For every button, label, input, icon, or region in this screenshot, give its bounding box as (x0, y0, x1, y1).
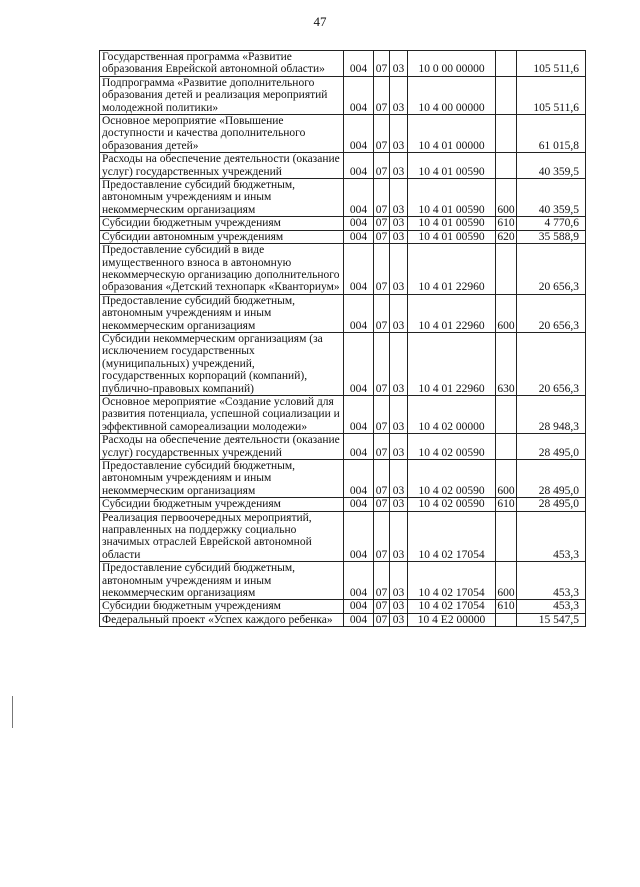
expense-type-code (496, 51, 517, 77)
row-name: Субсидии бюджетным учреждениям (100, 498, 344, 511)
section-code: 07 (374, 153, 390, 179)
row-amount: 20 656,3 (517, 332, 586, 395)
ministry-code: 004 (344, 217, 374, 230)
row-amount: 28 495,0 (517, 498, 586, 511)
section-code: 07 (374, 76, 390, 114)
expense-type-code: 600 (496, 294, 517, 332)
row-amount: 453,3 (517, 600, 586, 613)
expense-type-code: 630 (496, 332, 517, 395)
table-row (100, 244, 586, 295)
table-row (100, 600, 586, 613)
program-code: 10 4 E2 00000 (408, 613, 496, 626)
table-row (100, 294, 586, 332)
row-amount: 40 359,5 (517, 153, 586, 179)
ministry-code: 004 (344, 613, 374, 626)
section-code: 07 (374, 244, 390, 295)
expense-type-code: 610 (497, 600, 515, 613)
table-row (100, 217, 586, 230)
program-code: 10 4 02 00590 (408, 460, 496, 498)
subsection-code: 03 (390, 230, 408, 243)
program-code: 10 4 01 00590 (408, 179, 496, 217)
section-code: 07 (374, 179, 390, 217)
table-row (100, 179, 586, 217)
expense-type-code (496, 153, 517, 179)
expense-type-code: 600 (496, 460, 517, 498)
program-code: 10 4 01 22960 (408, 294, 496, 332)
row-name: Федеральный проект «Успех каждого ребенка» (100, 613, 344, 626)
ministry-code: 004 (344, 153, 374, 179)
ministry-code: 004 (344, 600, 374, 613)
expense-type-code: 620 (497, 230, 515, 243)
row-name: Предоставление субсидий бюджетным, автономным учреждениям и иным некоммерческим организациям (100, 294, 344, 332)
ministry-code: 004 (344, 115, 374, 153)
ministry-code: 004 (344, 51, 374, 77)
row-amount: 40 359,5 (517, 179, 586, 217)
subsection-code: 03 (390, 600, 408, 613)
subsection-code: 03 (390, 562, 408, 600)
subsection-code: 03 (390, 498, 408, 511)
table-row (100, 434, 586, 460)
row-name: Основное мероприятие «Создание условий для развития потенциала, успешной социализации и эффективной самореализации молодежи» (100, 395, 344, 433)
section-code: 07 (374, 498, 390, 511)
expense-type-code: 600 (496, 179, 517, 217)
section-code: 07 (374, 332, 390, 395)
row-amount: 453,3 (517, 562, 586, 600)
ministry-code: 004 (344, 76, 374, 114)
subsection-code: 03 (390, 76, 408, 114)
expense-type-code (496, 511, 517, 562)
subsection-code: 03 (390, 153, 408, 179)
expense-type-code (496, 244, 517, 295)
program-code: 10 4 02 00590 (408, 498, 496, 511)
table-row (100, 498, 586, 511)
expense-type-code: 600 (496, 562, 517, 600)
row-name: Расходы на обеспечение деятельности (оказание услуг) государственных учреждений (100, 434, 344, 460)
ministry-code: 004 (344, 562, 374, 600)
program-code: 10 0 00 00000 (408, 51, 496, 77)
table-row (100, 153, 586, 179)
row-name: Государственная программа «Развитие образования Еврейской автономной области» (100, 51, 344, 77)
table-row (100, 511, 586, 562)
ministry-code: 004 (344, 511, 374, 562)
expense-type-code (496, 76, 517, 114)
row-name: Субсидии бюджетным учреждениям (100, 217, 344, 230)
program-code: 10 4 01 22960 (408, 332, 496, 395)
table-body (100, 51, 586, 627)
expense-type-code (496, 613, 517, 626)
program-code: 10 4 00 00000 (408, 76, 496, 114)
ministry-code: 004 (344, 498, 374, 511)
expense-type-code (496, 115, 517, 153)
section-code: 07 (374, 217, 390, 230)
row-amount: 105 511,6 (517, 76, 586, 114)
section-code: 07 (374, 395, 390, 433)
row-name: Субсидии бюджетным учреждениям (100, 600, 344, 613)
expense-type-code: 610 (497, 498, 515, 511)
subsection-code: 03 (390, 179, 408, 217)
ministry-code: 004 (344, 230, 374, 243)
row-amount: 28 948,3 (517, 395, 586, 433)
row-amount: 28 495,0 (517, 460, 586, 498)
subsection-code: 03 (390, 115, 408, 153)
row-amount: 28 495,0 (517, 434, 586, 460)
subsection-code: 03 (390, 511, 408, 562)
subsection-code: 03 (390, 332, 408, 395)
program-code: 10 4 01 00590 (408, 230, 496, 243)
table-row (100, 115, 586, 153)
row-name: Предоставление субсидий в виде имущественного взноса в автономную некоммерческую организацию дополнительного образования «Детский технопарк «Кванториум» (100, 244, 344, 295)
row-name: Предоставление субсидий бюджетным, автономным учреждениям и иным некоммерческим организациям (100, 562, 344, 600)
row-name: Предоставление субсидий бюджетным, автономным учреждениям и иным некоммерческим организациям (100, 460, 344, 498)
table-row (100, 76, 586, 114)
expense-type-code (496, 434, 517, 460)
subsection-code: 03 (390, 294, 408, 332)
subsection-code: 03 (390, 51, 408, 77)
table-row (100, 613, 586, 626)
section-code: 07 (374, 230, 390, 243)
ministry-code: 004 (344, 460, 374, 498)
table-row (100, 460, 586, 498)
ministry-code: 004 (344, 434, 374, 460)
row-amount: 4 770,6 (517, 217, 586, 230)
program-code: 10 4 02 17054 (408, 562, 496, 600)
program-code: 10 4 02 17054 (408, 511, 496, 562)
section-code: 07 (374, 51, 390, 77)
table-row (100, 51, 586, 77)
ministry-code: 004 (344, 179, 374, 217)
section-code: 07 (374, 115, 390, 153)
table-row (100, 332, 586, 395)
row-amount: 453,3 (517, 511, 586, 562)
subsection-code: 03 (390, 613, 408, 626)
program-code: 10 4 01 00000 (408, 115, 496, 153)
program-code: 10 4 02 17054 (408, 600, 496, 613)
subsection-code: 03 (390, 217, 408, 230)
row-name: Субсидии некоммерческим организациям (за исключением государственных (муниципальных) учреждений, государственных корпораций (компаний), публично-правовых компаний) (100, 332, 344, 395)
section-code: 07 (374, 434, 390, 460)
section-code: 07 (374, 600, 390, 613)
margin-mark (12, 696, 13, 728)
program-code: 10 4 01 00590 (408, 217, 496, 230)
ministry-code: 004 (344, 395, 374, 433)
row-amount: 105 511,6 (517, 51, 586, 77)
row-name: Подпрограмма «Развитие дополнительного образования детей и реализация мероприятий молодежной политики» (100, 76, 344, 114)
subsection-code: 03 (390, 244, 408, 295)
row-name: Основное мероприятие «Повышение доступности и качества дополнительного образования детей» (100, 115, 344, 153)
budget-table (99, 50, 586, 627)
row-amount: 61 015,8 (517, 115, 586, 153)
table-row (100, 395, 586, 433)
ministry-code: 004 (344, 332, 374, 395)
program-code: 10 4 01 22960 (408, 244, 496, 295)
ministry-code: 004 (344, 244, 374, 295)
expense-type-code: 610 (497, 217, 515, 230)
section-code: 07 (374, 562, 390, 600)
page-number: 47 (313, 14, 327, 29)
row-name: Расходы на обеспечение деятельности (оказание услуг) государственных учреждений (100, 153, 344, 179)
row-amount: 15 547,5 (517, 613, 586, 626)
row-name: Субсидии автономным учреждениям (100, 230, 344, 243)
subsection-code: 03 (390, 434, 408, 460)
program-code: 10 4 01 00590 (408, 153, 496, 179)
program-code: 10 4 02 00590 (408, 434, 496, 460)
table-row (100, 562, 586, 600)
section-code: 07 (374, 511, 390, 562)
program-code: 10 4 02 00000 (408, 395, 496, 433)
subsection-code: 03 (390, 395, 408, 433)
row-amount: 20 656,3 (517, 294, 586, 332)
table-row (100, 230, 586, 243)
expense-type-code (496, 395, 517, 433)
row-amount: 35 588,9 (517, 230, 586, 243)
section-code: 07 (374, 613, 390, 626)
section-code: 07 (374, 460, 390, 498)
row-name: Реализация первоочередных мероприятий, направленных на поддержку социально значимых отраслей Еврейской автономной области (100, 511, 344, 562)
subsection-code: 03 (390, 460, 408, 498)
row-name: Предоставление субсидий бюджетным, автономным учреждениям и иным некоммерческим организациям (100, 179, 344, 217)
row-amount: 20 656,3 (517, 244, 586, 295)
ministry-code: 004 (344, 294, 374, 332)
section-code: 07 (374, 294, 390, 332)
